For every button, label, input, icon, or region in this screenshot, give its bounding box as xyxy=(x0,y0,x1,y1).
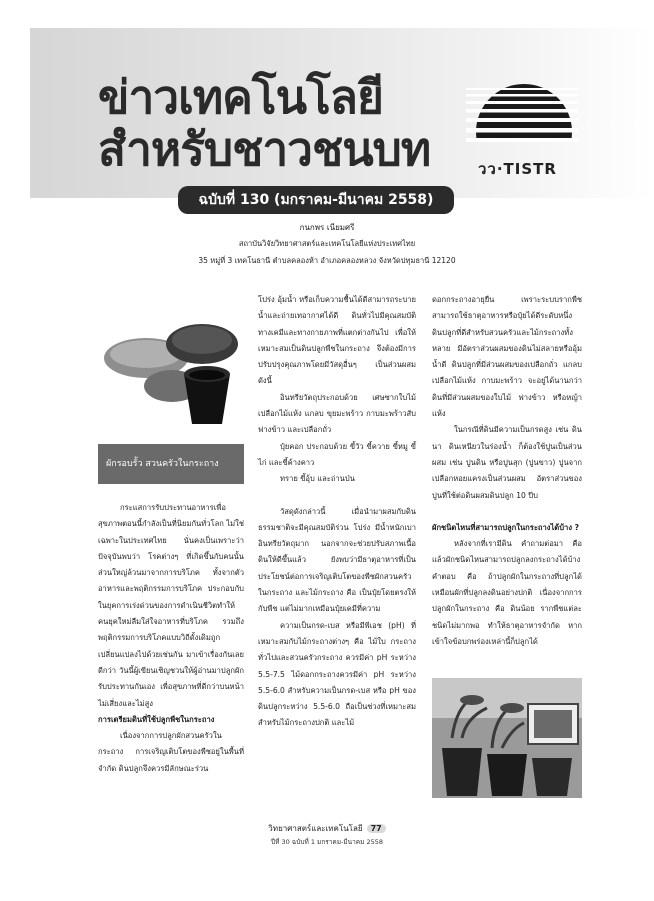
paragraph: โปร่ง อุ้มน้ำ หรือเก็บความชื้นได้ดีสามารถระบายน้ำและถ่ายเทอากาศได้ดี ดินทั่วไปมีคุณสมบัติทางเคมีและทางกายภาพที่แตกต่างกันไป เพื่อให้เหมาะสมเป็นดินปลูกพืชในกระถาง จึงต้องมีการปรับปรุงคุณภาพโดยมีวัสดุอื่นๆ เป็นส่วนผสม ดังนี้ xyxy=(258,295,416,386)
paragraph: ในกรณีที่ดินมีความเป็นกรดสูง เช่น ดินนา ดินเหนียวในร่องน้ำ ก็ต้องใช้ปูนเป็นส่วนผสม เช่น ปูนดิน หรือปูนสุก (ปูนขาว) ปูนจากเปลือกหอยแครงเป็นส่วนผสม อัตราส่วนของปูนที่ใช้ต่อดินผสมดินปลูก 10 ปีบ xyxy=(432,425,582,500)
paragraph: เนื่องจากการปลูกผักสวนครัวในกระถาง การเจริญเติบโตของพืชอยู่ในพื้นที่จำกัด ดินปลูกจึงควรมีลักษณะร่วน xyxy=(98,731,244,773)
section-heading: การเตรียมดินที่ใช้ปลูกพืชในกระถาง xyxy=(98,714,215,724)
paragraph: ปุ๋ยคอก ประกอบด้วย ขี้วัว ขี้ควาย ขี้หมู ขี้ไก่ และขี้ค้างคาว xyxy=(258,441,416,467)
logo-text: วว·TISTR xyxy=(478,160,557,178)
photo-caption: ผักรอบรั้ว สวนครัวในกระถาง xyxy=(98,444,244,484)
footer-title: วิทยาศาสตร์และเทคโนโลยี xyxy=(268,824,363,833)
paragraph: ความเป็นกรด-เบส หรือมีพีเอช (pH) ที่เหมาะสมกับไม้กระถางต่างๆ คือ ไม้ใบ กระถางทั่วไปและสวนครัวกระถาง ควรมีค่า pH ระหว่าง 5.5-7.5 ไม้ดอกกระถางควรมีค่า pH ระหว่าง 5.5-6.0 สำหรับความเป็นกรด-เบส หรือ pH ของดินปลูกระหว่าง 5.5-6.0 ถือเป็นช่วงที่เหมาะสมสำหรับไม้กระถางปกติ และไม้ xyxy=(258,620,416,728)
footer-issue: ปีที่ 30 ฉบับที่ 1 มกราคม-มีนาคม 2558 xyxy=(270,838,383,846)
address: 35 หมู่ที่ 3 เทคโนธานี ตำบลคลองห้า อำเภอคลองหลวง จังหวัดปทุมธานี 12120 xyxy=(198,256,456,265)
spacer xyxy=(432,504,582,520)
author-name: กนกพร เนียมศรี xyxy=(299,223,355,232)
spacer xyxy=(258,488,416,504)
page-title-line2: สำหรับชาวชนบท xyxy=(98,122,431,176)
paragraph: วัสดุดังกล่าวนี้ เมื่อนำมาผสมกับดินธรรมชาติจะมีคุณสมบัติร่วน โปร่ง มีน้ำหนักเบา อินทรียวัตถุมาก นอกจากจะช่วยปรับสภาพเนื้อดินให้ดีขึ้นแล้ว ยังพบว่ามีธาตุอาหารที่เป็นประโยชน์ต่อการเจริญเติบโตของพืชผักสวนครัวในกระถาง และไม้กระถาง คือ เป็นปุ๋ยโดยตรงให้กับพืช แต่ไม่มากเหมือนปุ๋ยเคมีที่ความ xyxy=(258,506,416,614)
page-title-line1: ข่าวเทคโนโลยี xyxy=(98,70,383,124)
paragraph: กระแสการรับประทานอาหารเพื่อสุขภาพตอนนี้กำลังเป็นที่นิยมกันทั่วโลก ไม่ใช่เฉพาะในประเทศไทย นั่นคงเป็นเพราะว่าปัจจุบันพบว่า โรคต่างๆ ที่เกิดขึ้นกับคนนั้นส่วนใหญ่ล้วนมาจากการบริโภค ทั้งจากตัวอาหารและพฤติกรรมการบริโภค ประกอบกับในยุคการเร่งด่วนของการดำเนินชีวิตทำให้คนยุคใหม่ลืมใส่ใจอาหารที่บริโภค รวมถึงพฤติกรรมการบริโภคแบบวิถีดั้งเดิมถูกเปลี่ยนแปลงไปด้วยเช่นกัน มาเข้าเรื่องกันเลยดีกว่า วันนี้ผู้เขียนเชิญชวนให้ผู้อ่านมาปลูกผักรับประทานกันเอง เพื่อสุขภาพที่ดีกว่าบนหน้าไม่เสี่ยงและไม่สูง xyxy=(98,503,244,708)
section-heading: ผักชนิดไหนที่สามารถปลูกในกระถางได้บ้าง ? xyxy=(432,522,580,532)
issue-badge: ฉบับที่ 130 (มกราคม-มีนาคม 2558) xyxy=(178,186,454,214)
paragraph: หลังจากที่เรามีดิน คำถามต่อมา คือ แล้วผักชนิดไหนสามารถปลูกลงกระถางได้บ้าง คำตอบ คือ ถ้าปลูกผักในกระถางที่ปลูกได้เหมือนผักที่ปลูกลงดินอย่างปกติ เนื่องจากการปลูกผักในกระถาง คือ ดินน้อย รากพืชแต่ละชนิดไม่มากพอ ทำให้ธาตุอาหารจำกัด หากเข้าใจข้อบกพร่องเหล่านี้ก็ปลูกได้ xyxy=(432,539,582,646)
page-number: 77 xyxy=(367,824,386,833)
paragraph: ทราย ขี้อุ้บ และถ่านป่น xyxy=(280,474,355,484)
paragraph: ดอกกระถางอายุยืน เพราะระบบรากพืชสามารถใช้ธาตุอาหารหรือปุ๋ยได้ดีระดับหนึ่ง ดินปลูกที่ดีสำหรับสวนครัวและไม้กระถางทั้งหลาย มีอัตราส่วนผสมของดินไม่สลายหรืออุ้มน้ำดี ดินปลูกที่มีส่วนผสมของเปลือกถั่ว แกลบ เปลือกไม้แห้ง กาบมะพร้าว จะอยู่ได้นานกว่าดินที่มีส่วนผสมของใบไม้ ฟางข้าว หรือหญ้าแห้ง xyxy=(432,295,582,419)
organization: สถาบันวิจัยวิทยาศาสตร์และเทคโนโลยีแห่งประเทศไทย xyxy=(238,239,416,248)
seedlings-photo xyxy=(432,678,582,798)
article-column-1 xyxy=(98,500,244,777)
footer-publication xyxy=(0,822,654,835)
article-column-2 xyxy=(258,292,416,732)
paragraph: อินทรียวัตถุประกอบด้วย เศษซากใบไม้ เปลือกไม้แห้ง แกลบ ขุยมะพร้าว กาบมะพร้าวสับ ฟางข้าว และเปลือกถั่ว xyxy=(258,392,416,435)
article-column-3 xyxy=(432,292,582,650)
soil-pots-photo xyxy=(98,296,244,442)
